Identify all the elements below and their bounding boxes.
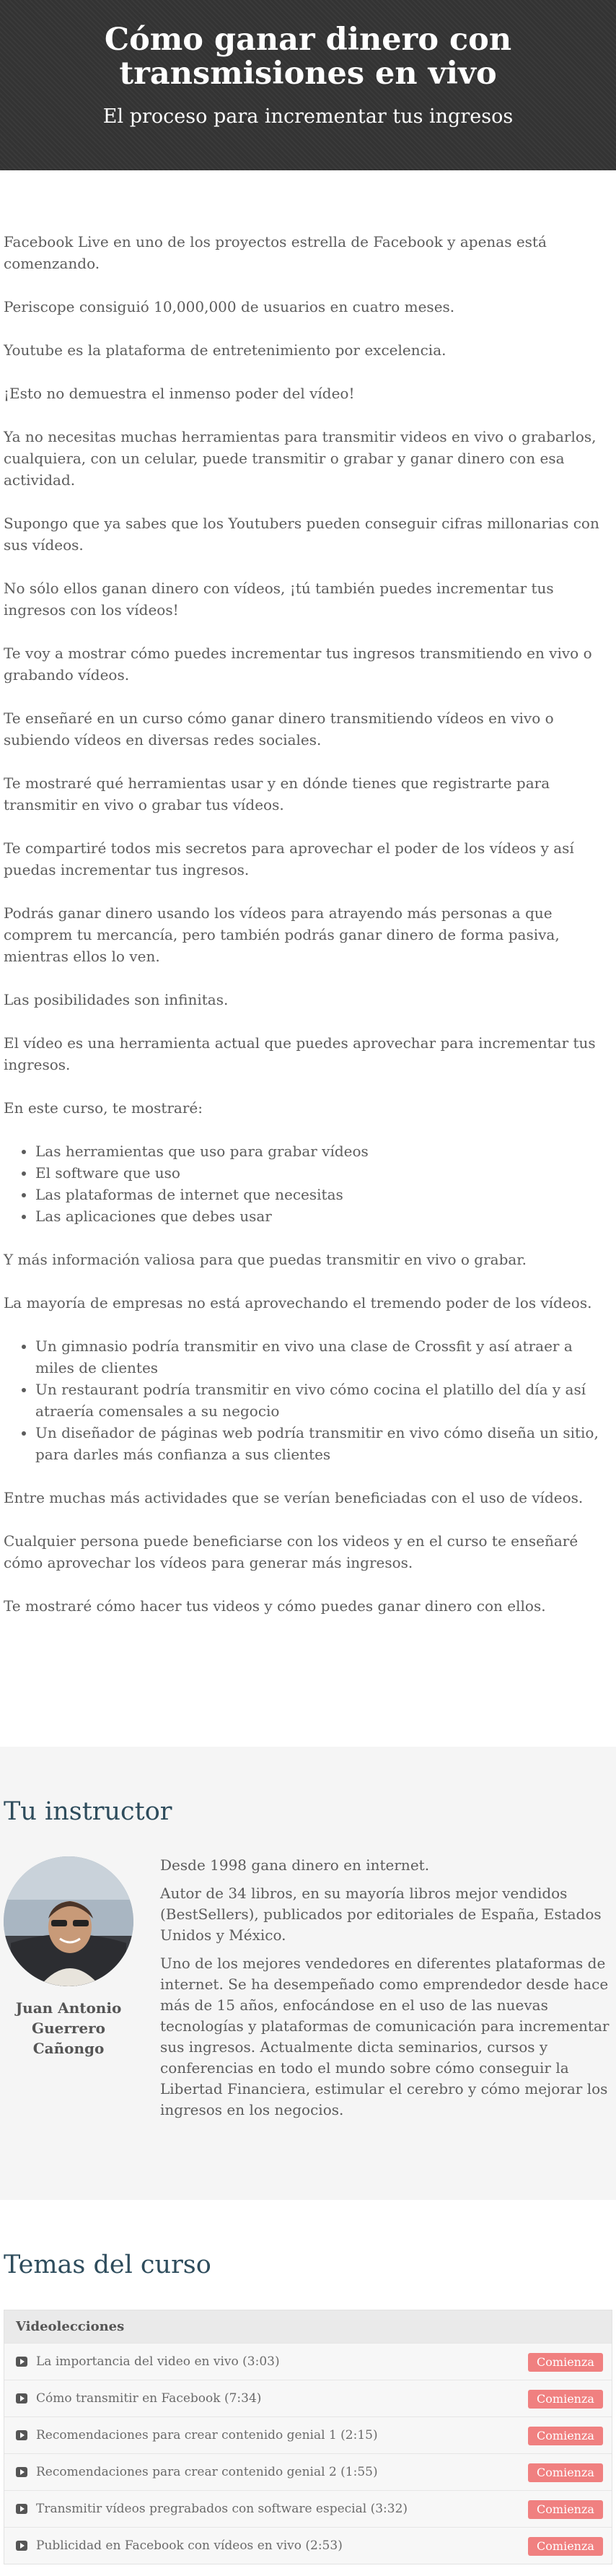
description-paragraph: Te mostraré qué herramientas usar y en dónde tienes que registrarte para transmitir en vivo o grabar tus vídeos. — [4, 774, 550, 813]
play-video-icon — [16, 2393, 27, 2403]
description-paragraph: Facebook Live en uno de los proyectos estrella de Facebook y apenas está comenzando. — [4, 233, 547, 272]
description-paragraph: Cualquier persona puede beneficiarse con los videos y en el curso te enseñaré cómo aprovechar los vídeos para generar más ingresos. — [4, 1532, 578, 1571]
start-lesson-button[interactable]: Comienza — [528, 2500, 603, 2519]
description-paragraph: Y más información valiosa para que puedas transmitir en vivo o grabar. — [4, 1251, 527, 1268]
description-paragraph: Te mostraré cómo hacer tus videos y cómo puedes ganar dinero con ellos. — [4, 1597, 546, 1615]
lesson-title[interactable]: Publicidad en Facebook con vídeos en vivo (2:53) — [36, 2538, 343, 2553]
lesson-item[interactable] — [4, 2453, 612, 2490]
description-paragraph: Te compartiré todos mis secretos para aprovechar el poder de los vídeos y así puedas incrementar tus ingresos. — [4, 839, 574, 878]
course-subtitle: El proceso para incrementar tus ingresos — [102, 105, 514, 128]
start-lesson-button[interactable]: Comienza — [528, 2390, 603, 2409]
description-paragraph: Te enseñaré en un curso cómo ganar dinero transmitiendo vídeos en vivo o subiendo vídeos en diversas redes sociales. — [4, 710, 554, 748]
instructor-name: Juan Antonio Guerrero Cañongo — [15, 1999, 122, 2057]
instructor-heading: Tu instructor — [4, 1797, 172, 1826]
description-paragraph: No sólo ellos ganan dinero con vídeos, ¡tú también puedes incrementar tus ingresos con los vídeos! — [4, 580, 554, 619]
lesson-item[interactable] — [4, 2343, 612, 2380]
description-paragraph: Las posibilidades son infinitas. — [4, 991, 229, 1008]
play-video-icon — [16, 2467, 27, 2477]
play-video-icon — [16, 2504, 27, 2514]
list-item: • Un restaurant podría transmitir en vivo cómo cocina el platillo del día y así atraería comensales a su negocio — [35, 1379, 610, 1422]
list-item: • Las plataformas de internet que necesitas — [35, 1184, 610, 1205]
topics-heading: Temas del curso — [4, 2250, 211, 2279]
description-paragraph: ¡Esto no demuestra el inmenso poder del vídeo! — [4, 385, 355, 402]
play-video-icon — [16, 2357, 27, 2367]
lesson-title[interactable]: Transmitir vídeos pregrabados con software especial (3:32) — [36, 2502, 408, 2516]
description-paragraph: El vídeo es una herramienta actual que puedes aprovechar para incrementar tus ingresos. — [4, 1034, 596, 1073]
bio-paragraph: Uno de los mejores vendedores en diferentes plataformas de internet. Se ha desempeñado como emprendedor desde hace más de 15 años, enfocándose en el uso de las nuevas tecnologías y plataformas de comunicación para incrementar sus ingresos. Actualmente dicta seminarios, cursos y conferencias en todo el mundo sobre cómo conseguir la Libertad Financiera, estimular el cerebro y cómo mejorar los ingresos en los negocios. — [160, 1955, 610, 2118]
description-paragraph: Supongo que ya sabes que los Youtubers pueden conseguir cifras millonarias con sus vídeos. — [4, 515, 599, 554]
lesson-title[interactable]: Cómo transmitir en Facebook (7:34) — [36, 2391, 262, 2406]
lesson-title[interactable]: Recomendaciones para crear contenido genial 1 (2:15) — [36, 2428, 378, 2442]
start-lesson-button[interactable]: Comienza — [528, 2463, 603, 2482]
bio-paragraph: Desde 1998 gana dinero en internet. — [160, 1856, 430, 1874]
instructor-bio — [160, 1855, 611, 2128]
instructor-photo — [4, 1856, 133, 1986]
description-paragraph: La mayoría de empresas no está aprovechando el tremendo poder de los vídeos. — [4, 1294, 592, 1311]
lesson-item[interactable] — [4, 2416, 612, 2453]
list-item: • Un diseñador de páginas web podría transmitir en vivo cómo diseña un sitio, para darles más confianza a sus clientes — [35, 1422, 610, 1465]
lesson-item[interactable] — [4, 2527, 612, 2564]
list-item: • Las aplicaciones que debes usar — [35, 1205, 610, 1227]
lesson-item[interactable] — [4, 2490, 612, 2527]
lesson-item[interactable] — [4, 2380, 612, 2416]
list-item: • Un gimnasio podría transmitir en vivo una clase de Crossfit y así atraer a miles de clientes — [35, 1335, 610, 1379]
course-description — [4, 231, 610, 1638]
examples-list — [4, 1335, 610, 1465]
start-lesson-button[interactable]: Comienza — [528, 2537, 603, 2556]
description-paragraph: Te voy a mostrar cómo puedes incrementar tus ingresos transmitiendo en vivo o grabando vídeos. — [4, 645, 592, 684]
play-video-icon — [16, 2430, 27, 2440]
description-paragraph: Periscope consiguió 10,000,000 de usuarios en cuatro meses. — [4, 298, 455, 315]
tools-list — [4, 1140, 610, 1227]
description-paragraph: Podrás ganar dinero usando los vídeos para atrayendo más personas a que comprem tu mercancía, pero también podrás ganar dinero de forma pasiva, mientras ellos lo ven. — [4, 904, 560, 965]
course-title: Cómo ganar dinero con transmisiones en vivo — [104, 22, 512, 92]
bio-paragraph: Autor de 34 libros, en su mayoría libros mejor vendidos (BestSellers), publicados por editoriales de España, Estados Unidos y México. — [160, 1885, 602, 1944]
start-lesson-button[interactable]: Comienza — [528, 2353, 603, 2372]
play-video-icon — [16, 2541, 27, 2551]
list-item: • El software que uso — [35, 1162, 610, 1184]
list-item: • Las herramientas que uso para grabar vídeos — [35, 1140, 610, 1162]
instructor-avatar — [4, 1856, 133, 1986]
start-lesson-button[interactable]: Comienza — [528, 2427, 603, 2445]
instructor-section — [0, 1747, 616, 2200]
lesson-title[interactable]: Recomendaciones para crear contenido genial 2 (1:55) — [36, 2465, 378, 2479]
description-paragraph: En este curso, te mostraré: — [4, 1099, 203, 1117]
hero-banner — [0, 0, 616, 170]
description-paragraph: Youtube es la plataforma de entretenimiento por excelencia. — [4, 341, 446, 359]
course-curriculum — [4, 2310, 612, 2564]
section-header: Videolecciones — [4, 2310, 612, 2343]
description-paragraph: Ya no necesitas muchas herramientas para transmitir videos en vivo o grabarlos, cualquiera, con un celular, puede transmitir o grabar y ganar dinero con esa actividad. — [4, 428, 597, 489]
lesson-title[interactable]: La importancia del video en vivo (3:03) — [36, 2354, 280, 2369]
description-paragraph: Entre muchas más actividades que se verían beneficiadas con el uso de vídeos. — [4, 1489, 584, 1506]
